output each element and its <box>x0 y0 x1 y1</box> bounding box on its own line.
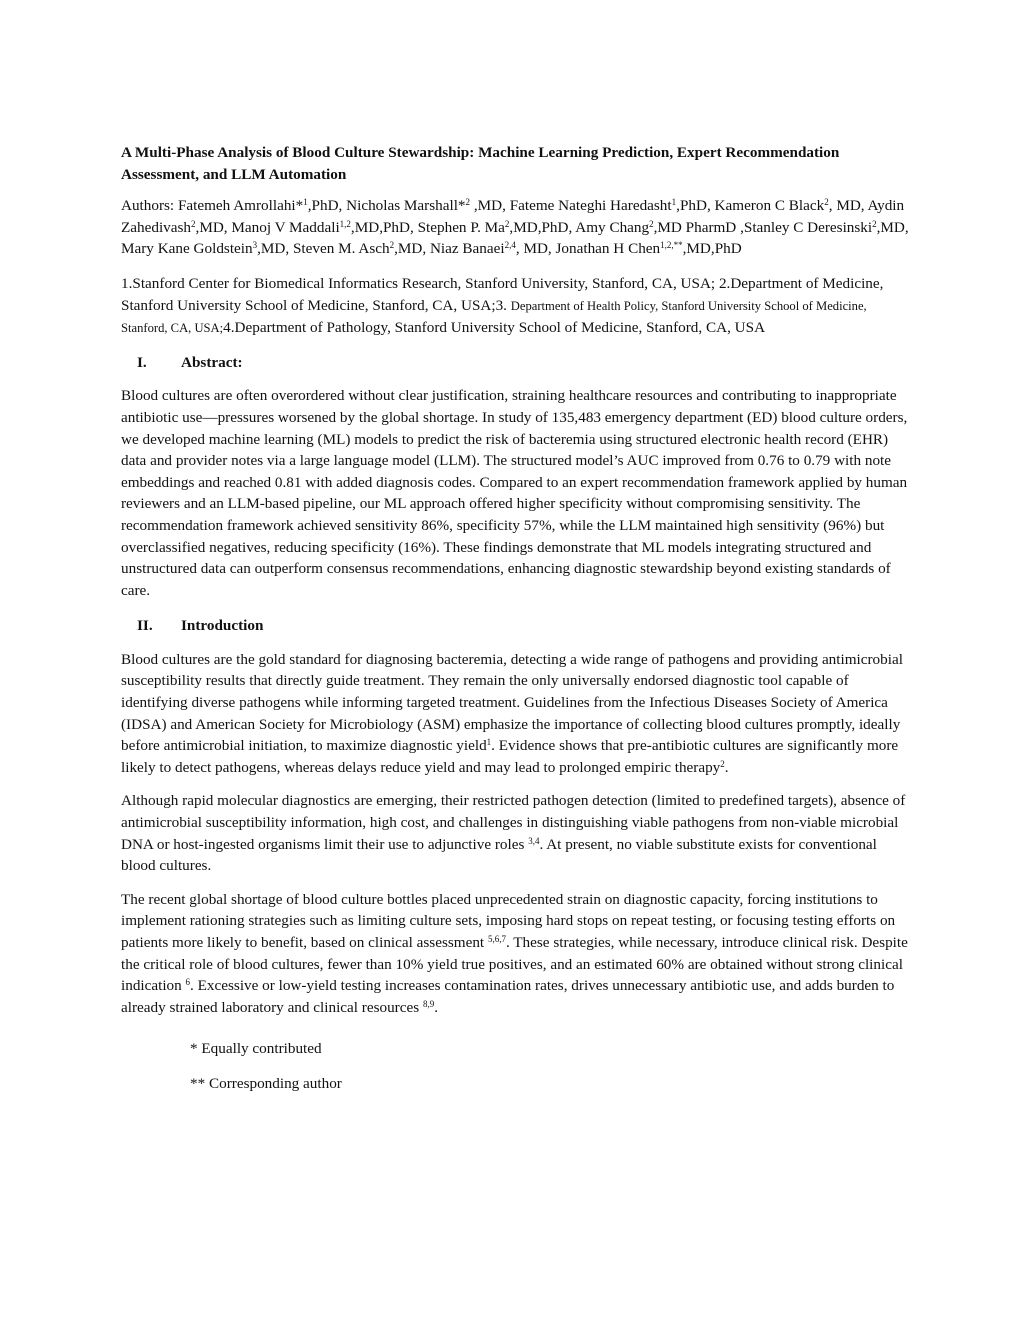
affiliation-part-3: 4.Department of Pathology, Stanford University School of Medicine, Stanford, CA, USA <box>223 319 766 337</box>
author-names <box>121 197 909 257</box>
author-affiliation-mark: 1,2,** <box>660 240 683 251</box>
footnote-equal-contribution: * Equally contributed <box>190 1040 322 1058</box>
author-degree: , MD, <box>828 197 868 215</box>
paper-page <box>121 142 911 1095</box>
affiliation-part-2: Department of Health Policy, Stanford University School of Medicine, Stanford, CA, USA; <box>121 298 867 336</box>
intro-p3-text-c: . Excessive or low-yield testing increases contamination rates, drives unnecessary antibiotic use, and adds burden to already strained laboratory and clinical resources <box>121 977 895 1016</box>
abstract-title: Abstract: <box>181 353 243 371</box>
authors-label: Authors: <box>121 197 178 215</box>
author-name: Mary Kane Goldstein <box>121 240 253 258</box>
footnote-corresponding-author: ** Corresponding author <box>190 1074 342 1092</box>
intro-p1-text-c: . <box>724 758 729 776</box>
author-name: Manoj V Maddali <box>231 218 340 236</box>
author-name: Jonathan H Chen <box>555 240 661 258</box>
intro-p3-text-b: . These strategies, while necessary, introduce clinical risk. Despite the critical role of blood cultures, fewer than 10% yield true positives, and an estimated 60% are obtained without strong clinical indication <box>121 934 908 995</box>
abstract-text: Blood cultures are often overordered without clear justification, straining healthcare resources and contributing to inappropriate antibiotic use—pressures worsened by the global shortage. In study of 135,483 emergency department (ED) blood culture orders, we developed machine learning (ML) models to predict the risk of bacteremia using structured electronic health record (EHR) data and provider notes via a large language model (LLM). The structured model’s AUC improved from 0.76 to 0.79 with note embeddings and reached 0.81 with added diagnosis codes. Compared to an expert recommendation framework applied by human reviewers and an LLM-based pipeline, our ML approach offered higher specificity without compromising sensitivity. The recommendation framework achieved sensitivity 86%, specificity 57%, while the LLM maintained high sensitivity (96%) but overclassified negatives, reducing specificity (16%). These findings demonstrate that ML models integrating structured and unstructured data can outperform consensus recommendations, enhancing diagnostic stewardship beyond existing standards of care. <box>121 387 908 599</box>
affiliations <box>121 273 911 340</box>
author-name: Fatemeh Amrollahi* <box>177 197 304 215</box>
intro-p1-text-b: . Evidence shows that pre-antibiotic cultures are significantly more likely to detect pathogens, whereas delays reduce yield and may lead to prolonged empiric therapy <box>121 737 899 776</box>
author-affiliation-mark: 2 <box>824 197 829 208</box>
intro-p2-text-a: Although rapid molecular diagnostics are emerging, their restricted pathogen detection (limited to predefined targets), absence of antimicrobial susceptibility information, high cost, and challenges in distinguishing viable pathogens from non-viable microbial DNA or host-ingested organisms limit their use to adjunctive roles <box>121 792 906 853</box>
introduction-heading <box>137 615 911 637</box>
author-name: Niaz Banaei <box>429 240 505 258</box>
introduction-title: Introduction <box>181 617 264 635</box>
citation-8-9: 8,9 <box>422 998 435 1009</box>
author-affiliation-mark: 1 <box>671 197 677 208</box>
abstract-heading <box>137 352 911 374</box>
author-degree: ,MD, <box>470 197 510 215</box>
author-degree: ,MD, <box>876 218 909 236</box>
author-affiliation-mark: 2 <box>649 218 654 229</box>
intro-p3-text-a: The recent global shortage of blood culture bottles placed unprecedented strain on diagnostic capacity, forcing institutions to implement rationing strategies such as limiting culture sets, imposing hard stops on repeat testing, or focusing testing efforts on patients more likely to benefit, based on clinical assessment <box>121 890 896 951</box>
author-affiliation-mark: 3 <box>252 240 258 251</box>
paper-title: A Multi-Phase Analysis of Blood Culture Stewardship: Machine Learning Prediction, Expert Recommendation Assessment, and LLM Automation <box>121 144 840 183</box>
introduction-number: II. <box>137 617 153 635</box>
citation-3-4: 3,4 <box>528 835 540 846</box>
author-name: Nicholas Marshall* <box>346 197 466 215</box>
citation-2: 2 <box>720 758 725 769</box>
affiliation-part-1: 1.Stanford Center for Biomedical Informatics Research, Stanford University, Stanford, CA, USA; 2.Department of Medicine, Stanford University School of Medicine, Stanford, CA, USA;3. <box>121 274 884 314</box>
author-degree: ,PhD, <box>676 197 715 215</box>
author-affiliation-mark: 1 <box>303 197 308 208</box>
abstract-number: I. <box>137 353 147 371</box>
author-name: Steven M. Asch <box>292 240 390 258</box>
citation-6: 6 <box>185 977 191 988</box>
intro-p1-text-a: Blood cultures are the gold standard for diagnosing bacteremia, detecting a wide range of pathogens and providing antimicrobial susceptibility results that directly guide treatment. They remain the only universally endorsed diagnostic tool capable of identifying diverse pathogens while informing targeted treatment. Guidelines from the Infectious Diseases Society of America (IDSA) and American Society for Microbiology (ASM) emphasize the importance of collecting blood cultures promptly, ideally before antimicrobial initiation, to maximize diagnostic yield <box>121 650 903 755</box>
author-degree: ,MD, <box>257 240 293 258</box>
author-affiliation-mark: 2 <box>191 218 196 229</box>
author-affiliation-mark: 1,2 <box>339 218 351 229</box>
author-list <box>121 195 911 260</box>
author-degree: ,MD,PhD, <box>350 218 418 236</box>
author-degree: ,MD PharmD , <box>653 218 744 236</box>
author-affiliation-mark: 2 <box>465 197 471 208</box>
citation-5-6-7: 5,6,7 <box>487 934 506 944</box>
author-name: Aydin Zahedivash <box>121 197 905 236</box>
author-degree: ,MD,PhD <box>682 240 742 258</box>
author-name: Kameron C Black <box>714 197 825 215</box>
intro-paragraph-2 <box>121 790 911 876</box>
author-degree: ,MD, <box>195 218 232 236</box>
author-degree: ,MD, <box>394 240 430 258</box>
author-affiliation-mark: 2 <box>504 218 510 229</box>
intro-p2-text-b: . At present, no viable substitute exists for conventional blood cultures. <box>121 835 877 875</box>
author-degree: ,MD,PhD, <box>509 218 576 236</box>
citation-1: 1 <box>486 737 492 748</box>
author-name: Stanley C Deresinski <box>743 218 873 236</box>
intro-paragraph-1 <box>121 649 911 779</box>
author-affiliation-mark: 2 <box>872 218 877 229</box>
intro-p3-text-d: . <box>434 998 438 1016</box>
author-affiliation-mark: 2 <box>389 240 395 251</box>
author-affiliation-mark: 2,4 <box>504 240 516 251</box>
intro-paragraph-3 <box>121 889 911 1019</box>
author-degree: ,PhD, <box>307 197 347 215</box>
author-name: Stephen P. Ma <box>417 218 505 236</box>
author-name: Amy Chang <box>575 218 650 236</box>
author-degree: , MD, <box>515 240 556 258</box>
author-name: Fateme Nateghi Haredasht <box>509 197 672 215</box>
